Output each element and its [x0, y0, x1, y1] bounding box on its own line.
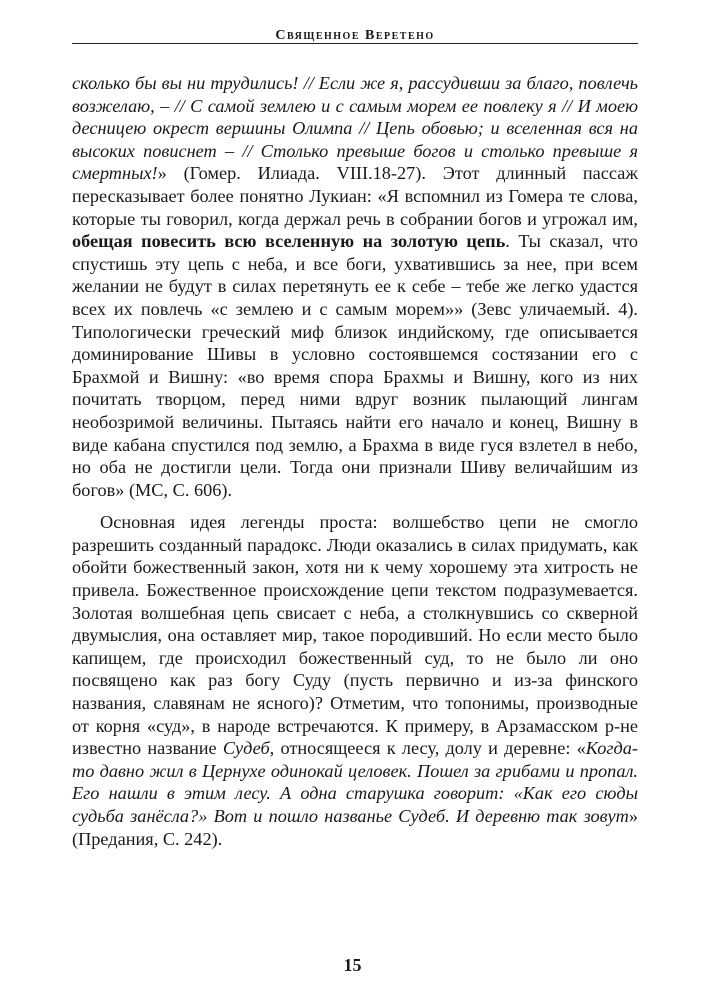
- homer-quote: сколько бы вы ни трудились! // Если же я, рассудивши за благо, повлечь возжелаю, – // С самой землею и с самым морем ее повлеку я // И моею десницею окрест вершины Олимпа // Цепь обовью; и вселенная вся на высоких повиснет – // Столько превыше богов и столько превыше я смертных!: [72, 73, 638, 184]
- page-number: 15: [343, 955, 362, 975]
- toponym: Судеб: [222, 738, 270, 759]
- text-span: » (Предания, С. 242).: [72, 806, 638, 849]
- text-span: Основная идея легенды проста: волшебство цепи не смогло разрешить созданный парадокс. Люди оказались в силах придумать, как обойти божественный закон, хотя ни к чему хорошему эта хитрость не привела. Божественное происхождение цепи текстом подразумевается. Золотая волшебная цепь свисает с неба, а столкнувшись со скверной двумыслия, она оставляет мир, такое породивший. Но если место было капищем, где происходил божественный суд, то не было ли оно посвящено как раз богу Суду (пусть первично и из-за финского названия, славянам не ясного)? Отметим, что топонимы, производные от корня «суд», в народе встречаются. К примеру, в Арзамасском р-не известно название: [72, 512, 638, 759]
- text-span: , относящееся к лесу, долу и деревне: «: [269, 738, 586, 759]
- text-span: . Ты сказал, что спустишь эту цепь с неба, и все боги, ухватившись за нее, при всем желании не будут в силах перетянуть ее к себе – тебе же легко удастся всех их повлечь «с землею и с самым морем»» (Зевс уличаемый. 4). Типологически греческий миф близок индийскому, где описывается доминирование Шивы в условно состоявшемся состязании его с Брахмой и Вишну: «во время спора Брахмы и Вишну, кого из них почитать творцом, перед ними вдруг возник пылающий лингам необозримой величины. Пытаясь найти его начало и конец, Вишну в виде кабана спустился под землю, а Брахма в виде гуся взлетел в небо, но оба не достигли цели. Тогда они признали Шиву величайшим из богов» (МС, С. 606).: [72, 231, 638, 500]
- page-body: [72, 72, 638, 850]
- header-rule: [72, 43, 638, 44]
- emphasis-bold: обещая повесить всю вселенную на золотую цепь: [72, 231, 506, 252]
- paragraph-2: [72, 511, 638, 850]
- legend-quote: Когда-то давно жил в Цернухе одинокай целовек. Пошел за грибами и пропал. Его нашли в этим лесу. А одна старушка говорит: «Как его сюды судьба занёсла?» Вот и пошло названье Судеб. И деревню так зовут: [72, 738, 638, 826]
- running-header-title: Священное Веретено: [275, 28, 435, 43]
- running-header: [72, 28, 638, 48]
- text-span: » (Гомер. Илиада. VIII.18-27). Этот длинный пассаж пересказывает более понятно Лукиан: «Я вспомнил из Гомера те слова, которые ты говорил, когда держал речь в собрании богов и угрожал им,: [72, 163, 638, 229]
- paragraph-1: [72, 72, 638, 501]
